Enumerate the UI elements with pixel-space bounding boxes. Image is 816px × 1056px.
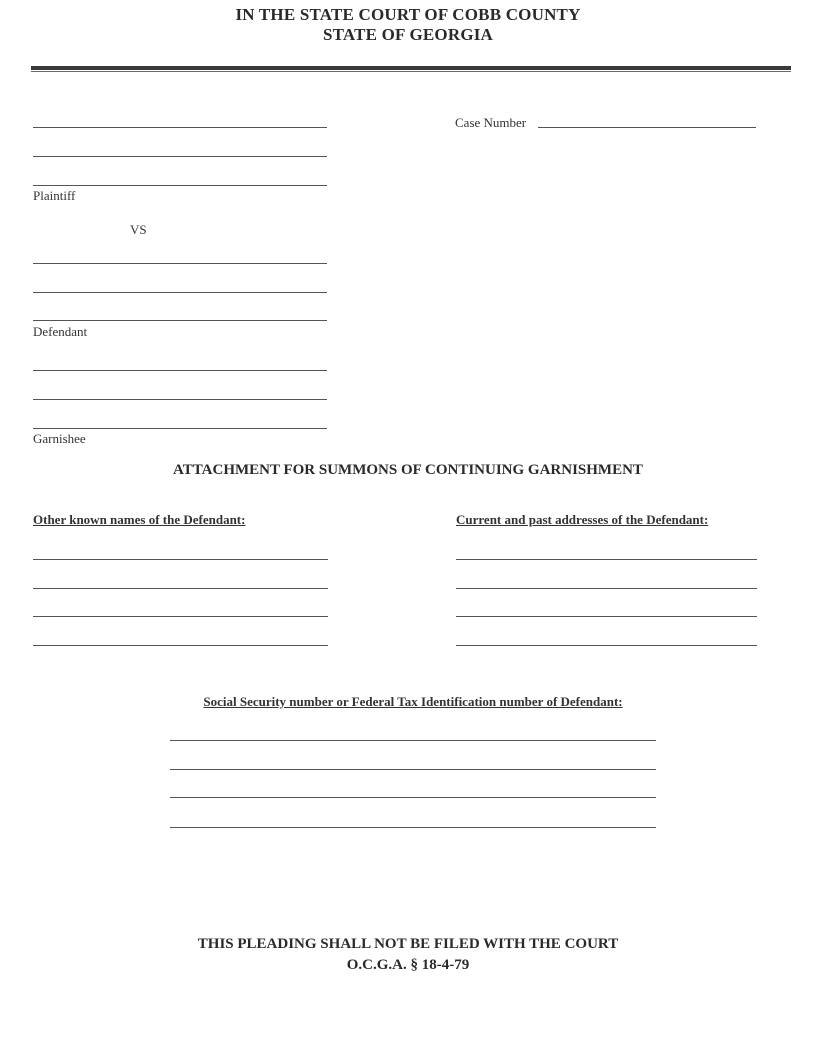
form-title: ATTACHMENT FOR SUMMONS OF CONTINUING GARNISHMENT [173, 462, 643, 478]
other-names-line-1[interactable] [33, 559, 328, 560]
case-number-line[interactable] [538, 127, 756, 128]
defendant-line-3[interactable] [33, 320, 327, 321]
address-line-3[interactable] [456, 616, 757, 617]
addresses-label: Current and past addresses of the Defendant: [456, 512, 709, 527]
defendant-label: Defendant [33, 324, 88, 339]
header-rule-thin [31, 71, 791, 72]
ssn-label: Social Security number or Federal Tax Identification number of Defendant: [203, 694, 623, 709]
ssn-line-4[interactable] [170, 827, 656, 828]
state-name: STATE OF GEORGIA [322, 25, 494, 44]
address-line-4[interactable] [456, 645, 757, 646]
ssn-line-1[interactable] [170, 740, 656, 741]
other-names-line-2[interactable] [33, 588, 328, 589]
ssn-line-2[interactable] [170, 769, 656, 770]
address-line-1[interactable] [456, 559, 757, 560]
plaintiff-line-3[interactable] [33, 185, 327, 186]
header-rule-thick [31, 66, 791, 70]
defendant-line-1[interactable] [33, 263, 327, 264]
other-names-line-3[interactable] [33, 616, 328, 617]
other-names-line-4[interactable] [33, 645, 328, 646]
garnishee-label: Garnishee [33, 431, 86, 446]
plaintiff-line-2[interactable] [33, 156, 327, 157]
plaintiff-line-1[interactable] [33, 127, 327, 128]
court-name: IN THE STATE COURT OF COBB COUNTY [235, 5, 581, 24]
other-names-label: Other known names of the Defendant: [33, 512, 246, 527]
garnishee-line-3[interactable] [33, 428, 327, 429]
case-number-label: Case Number [455, 115, 527, 130]
statute-citation: O.C.G.A. § 18-4-79 [346, 957, 470, 973]
vs-label: VS [130, 222, 147, 237]
garnishee-line-2[interactable] [33, 399, 327, 400]
defendant-line-2[interactable] [33, 292, 327, 293]
plaintiff-label: Plaintiff [33, 188, 76, 203]
ssn-line-3[interactable] [170, 797, 656, 798]
garnishee-line-1[interactable] [33, 370, 327, 371]
address-line-2[interactable] [456, 588, 757, 589]
filing-notice: THIS PLEADING SHALL NOT BE FILED WITH THE COURT [197, 936, 619, 952]
